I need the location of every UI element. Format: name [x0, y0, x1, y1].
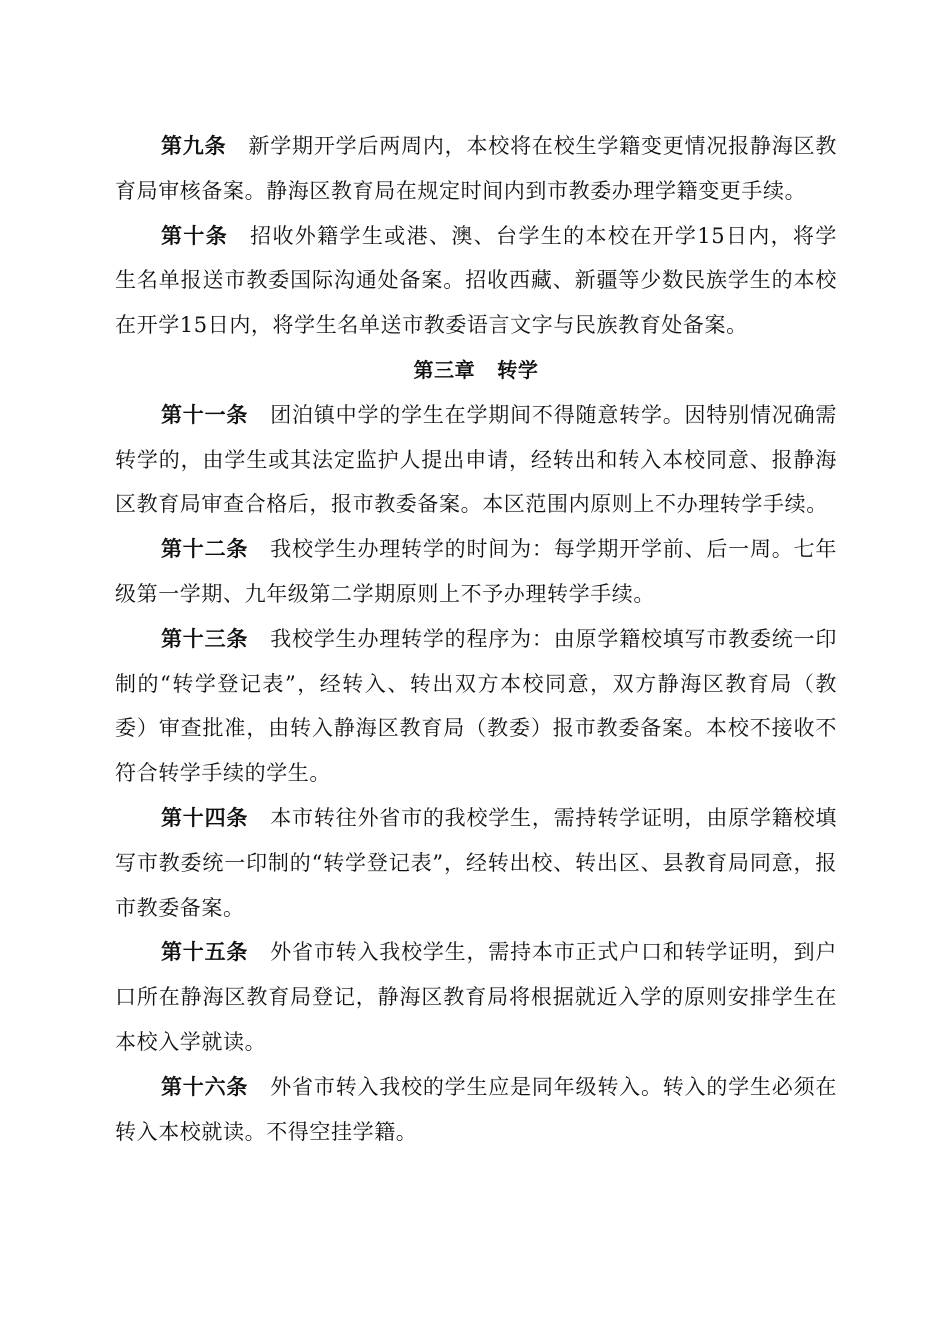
article-11: [115, 393, 837, 527]
article-number: 第十三条: [161, 626, 249, 651]
article-text: 我校学生办理转学的程序为：由原学籍校填写市教委统一印制的“转学登记表”，经转入、转出双方本校同意，双方静海区教育局（教委）审查批准，由转入静海区教育局（教委）报市教委备案。本校不接收不符合转学手续的学生。: [115, 626, 837, 786]
chapter-number: 第三章: [413, 357, 476, 382]
article-number: 第十二条: [161, 537, 249, 562]
chapter-title: 转学: [497, 357, 539, 382]
article-text: 外省市转入我校学生，需持本市正式户口和转学证明，到户口所在静海区教育局登记，静海区教育局将根据就近入学的原则安排学生在本校入学就读。: [115, 940, 837, 1054]
article-text: 本市转往外省市的我校学生，需持转学证明，由原学籍校填写市教委统一印制的“转学登记表”，经转出校、转出区、县教育局同意，报市教委备案。: [115, 805, 837, 920]
article-text: 团泊镇中学的学生在学期间不得随意转学。因特别情况确需转学的，由学生或其法定监护人提出申请，经转出和转入本校同意、报静海区教育局审查合格后，报市教委备案。本区范围内原则上不办理转学手续。: [115, 402, 837, 517]
article-14: [115, 796, 837, 930]
article-text: 外省市转入我校的学生应是同年级转入。转入的学生必须在转入本校就读。不得空挂学籍。: [115, 1074, 837, 1144]
document-page: [115, 124, 837, 1154]
article-12: [115, 527, 837, 617]
chapter-heading: [115, 348, 837, 393]
article-number: 第十一条: [161, 402, 249, 427]
article-number: 第十六条: [161, 1074, 249, 1099]
article-number: 第十条: [161, 223, 229, 248]
article-16: [115, 1065, 837, 1155]
article-number: 第十五条: [161, 940, 249, 965]
article-15: [115, 930, 837, 1064]
article-13: [115, 617, 837, 796]
article-text: 招收外籍学生或港、澳、台学生的本校在开学15日内，将学生名单报送市教委国际沟通处备案。招收西藏、新疆等少数民族学生的本校在开学15日内，将学生名单送市教委语言文字与民族教育处备案。: [115, 223, 837, 338]
article-number: 第九条: [161, 134, 227, 158]
article-text: 新学期开学后两周内，本校将在校生学籍变更情况报静海区教育局审核备案。静海区教育局在规定时间内到市教委办理学籍变更手续。: [115, 134, 837, 203]
article-9: [115, 124, 837, 214]
article-10: [115, 214, 837, 348]
article-number: 第十四条: [161, 805, 249, 830]
article-text: 我校学生办理转学的时间为：每学期开学前、后一周。七年级第一学期、九年级第二学期原则上不予办理转学手续。: [115, 537, 837, 606]
